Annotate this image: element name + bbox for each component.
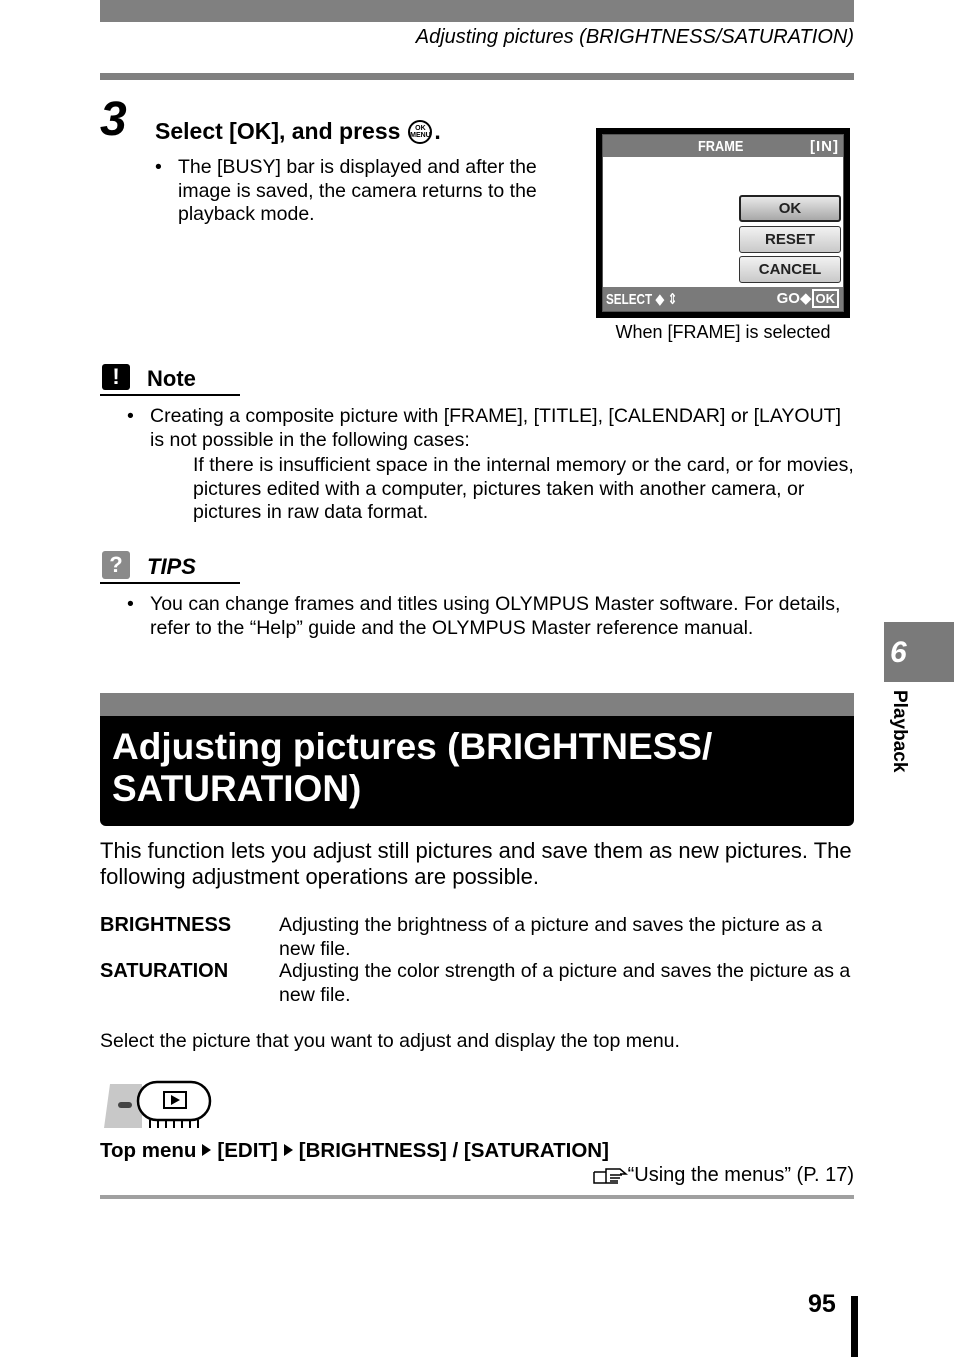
triangle-right-icon <box>284 1144 293 1156</box>
definition-desc-saturation: Adjusting the color strength of a picture and saves the picture as a new file. <box>279 960 851 1006</box>
chapter-label-container <box>884 690 918 800</box>
section-heading-box <box>100 716 854 826</box>
tips-body <box>127 593 857 640</box>
select-instruction: Select the picture that you want to adjust and display the top menu. <box>100 1030 680 1052</box>
page-number-bar <box>851 1296 858 1357</box>
definition-term-brightness: BRIGHTNESS <box>100 914 232 936</box>
lcd-footer-bar <box>603 287 843 311</box>
page-number: 95 <box>808 1290 836 1318</box>
tips-bullet: You can change frames and titles using OLYMPUS Master software. For details, refer to the “Help” guide and the OLYMPUS Master reference manual. <box>150 593 841 639</box>
lcd-go-hint <box>777 289 839 308</box>
ok-menu-button-icon <box>408 120 432 144</box>
note-bullet: Creating a composite picture with [FRAME], [TITLE], [CALENDAR] or [LAYOUT] is not possible in the following cases: <box>150 405 842 451</box>
pointing-hand-icon <box>592 1166 628 1186</box>
bottom-rule <box>100 1195 854 1199</box>
step-title <box>155 118 441 145</box>
tips-question-icon: ? <box>102 551 130 579</box>
step-bullet-text: The [BUSY] bar is displayed and after the image is saved, the camera returns to the playback mode. <box>178 156 537 225</box>
lcd-menu-ok: OK <box>739 195 841 222</box>
tips-title: TIPS <box>147 554 196 579</box>
note-exclamation-icon: ! <box>102 364 130 390</box>
step-title-text: Select [OK], and press <box>155 118 401 144</box>
lcd-title: FRAME <box>698 138 744 155</box>
lcd-menu-reset: RESET <box>739 226 841 253</box>
lcd-go-label: GO <box>776 290 800 307</box>
bullet-dot: • <box>155 156 162 178</box>
chapter-tab <box>884 622 954 682</box>
lcd-select-hint <box>606 290 677 308</box>
section-title: Adjusting pictures (BRIGHTNESS/ SATURATION) <box>112 726 713 809</box>
memory-indicator: [IN] <box>810 138 839 155</box>
section-intro: This function lets you adjust still pictures and save them as new pictures. The following adjustment operations are possible. <box>100 838 852 889</box>
note-rule <box>100 394 240 396</box>
lcd-title-bar <box>603 135 843 157</box>
lcd-display <box>602 134 844 312</box>
lcd-menu-cancel: CANCEL <box>739 256 841 283</box>
bullet-dot: • <box>127 405 134 427</box>
lcd-select-label: SELECT <box>606 291 653 308</box>
definition-desc-brightness: Adjusting the brightness of a picture and saves the picture as a new file. <box>279 914 823 960</box>
playback-mode-dial-icon <box>102 1080 214 1132</box>
reference-text: “Using the menus” (P. 17) <box>627 1164 854 1186</box>
page-reference <box>592 1164 854 1187</box>
camera-lcd-screen <box>596 128 850 318</box>
note-title: Note <box>147 366 196 391</box>
definition-term-saturation: SATURATION <box>100 960 229 982</box>
ok-icon-label: OK <box>415 124 426 132</box>
menu-icon-label: MENU <box>410 131 431 139</box>
diamond-icon: ◆ <box>799 290 812 307</box>
running-title: Adjusting pictures (BRIGHTNESS/SATURATION) <box>415 26 854 48</box>
note-body <box>127 405 857 525</box>
tips-rule <box>100 582 240 584</box>
step-title-end: . <box>434 118 441 144</box>
triangle-right-icon <box>202 1144 211 1156</box>
menu-path-brightness-saturation: [BRIGHTNESS] / [SATURATION] <box>298 1139 609 1162</box>
menu-path <box>100 1139 609 1163</box>
menu-path-edit: [EDIT] <box>217 1139 278 1162</box>
bullet-dot: • <box>127 593 134 615</box>
header-bar <box>100 0 854 22</box>
chapter-number: 6 <box>890 636 907 669</box>
menu-path-top: Top menu <box>100 1139 197 1162</box>
chapter-label: Playback <box>889 690 910 773</box>
section-grey-bar <box>100 693 854 717</box>
step-bullet <box>155 156 545 227</box>
step-number: 3 <box>100 93 127 146</box>
note-sub-text: If there is insufficient space in the internal memory or the card, or for movies, pictures edited with a computer, pictures taken with another camera, or pictures in raw data format. <box>193 454 854 523</box>
lcd-ok-box: OK <box>812 289 840 308</box>
lcd-caption: When [FRAME] is selected <box>615 322 831 342</box>
header-rule <box>100 73 854 80</box>
arrow-updown-icon: ◆ ⇕ <box>652 291 678 308</box>
